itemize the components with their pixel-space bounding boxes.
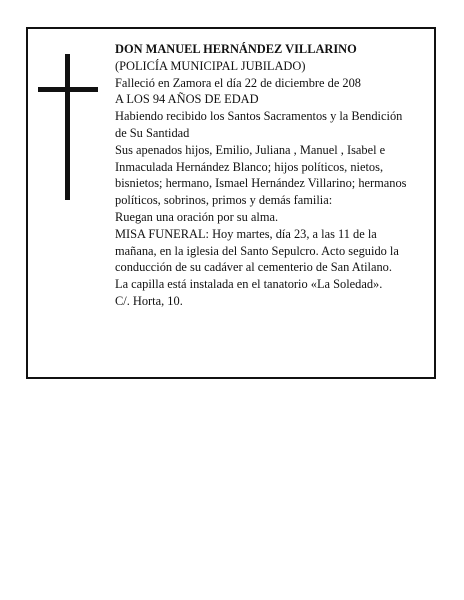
cross-horizontal-bar xyxy=(38,87,98,92)
cross-vertical-bar xyxy=(65,54,70,200)
family-list: Sus apenados hijos, Emilio, Juliana , Manuel , Isabel e Inmaculada Hernández Blanco; hijos políticos, nietos, bisnietos; hermano, Ismael Hernández Villarino; hermanos políticos, sobrinos, primos y demás familia: xyxy=(115,142,407,208)
prayer-request: Ruegan una oración por su alma. xyxy=(115,209,279,224)
deceased-name: DON MANUEL HERNÁNDEZ VILLARINO xyxy=(115,42,357,56)
age-statement: A LOS 94 AÑOS DE EDAD xyxy=(115,92,259,107)
notice-text xyxy=(115,41,415,310)
sacraments-statement: Habiendo recibido los Santos Sacramentos y la Bendición de Su Santidad xyxy=(115,109,403,140)
death-notice xyxy=(26,27,436,379)
cross-icon xyxy=(38,54,98,200)
death-statement: Falleció en Zamora el día 22 de diciembre de 208 xyxy=(115,75,361,90)
deceased-role: (POLICÍA MUNICIPAL JUBILADO) xyxy=(115,58,306,73)
chapel-address: C/. Horta, 10. xyxy=(115,293,183,308)
chapel-location: La capilla está instalada en el tanatorio «La Soledad». xyxy=(115,277,383,292)
funeral-mass: MISA FUNERAL: Hoy martes, día 23, a las 11 de la mañana, en la iglesia del Santo Sepulcro. Acto seguido la conducción de su cadáver al cementerio de San Atilano. xyxy=(115,226,399,275)
